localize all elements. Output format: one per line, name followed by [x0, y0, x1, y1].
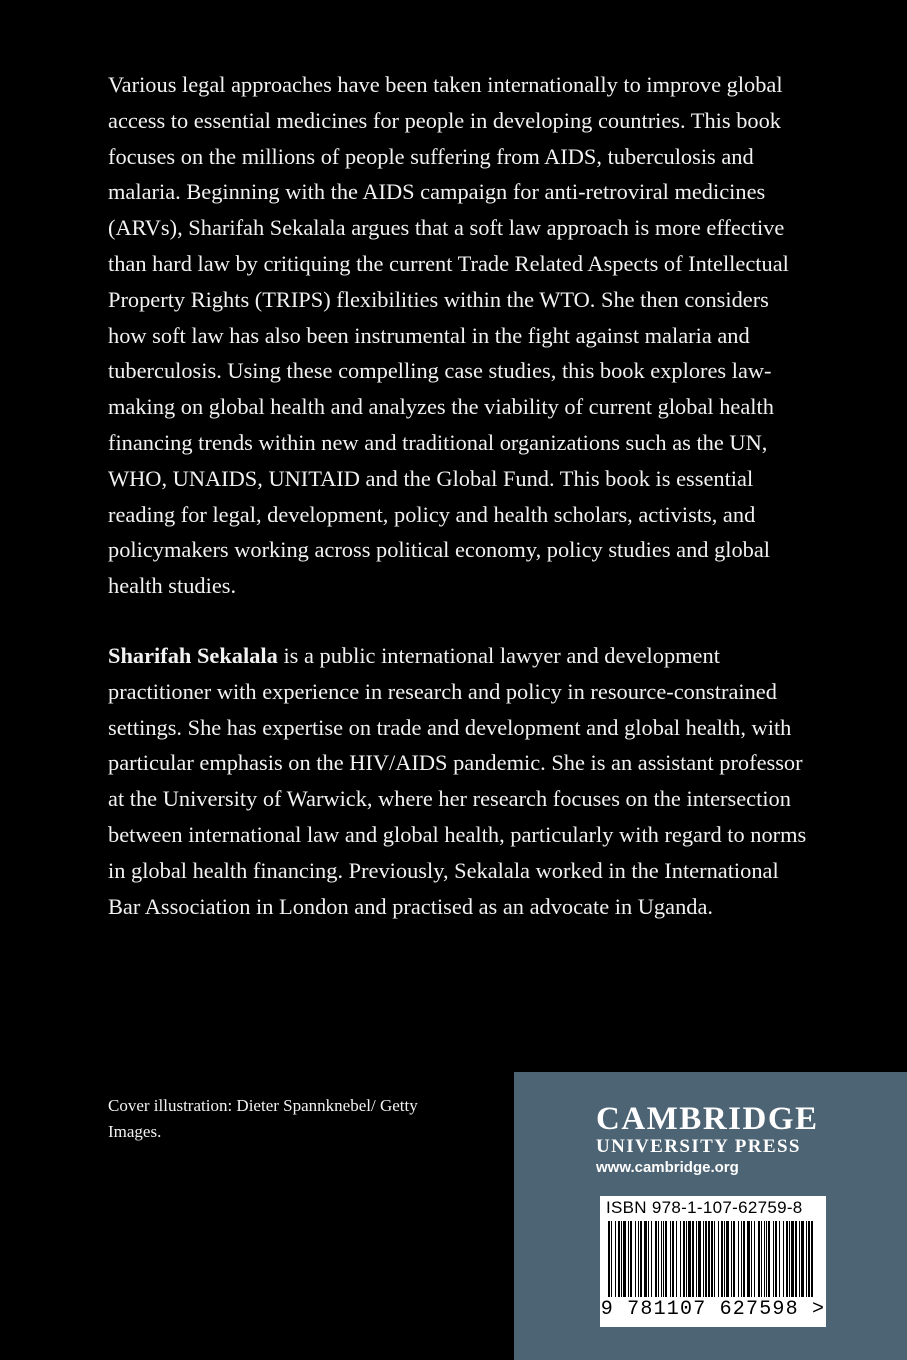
publisher-url: www.cambridge.org [596, 1159, 739, 1176]
barcode-bars-icon [606, 1221, 820, 1301]
cover-credit: Cover illustration: Dieter Spannknebel/ Getty Images. [108, 1096, 418, 1141]
isbn-barcode [600, 1196, 826, 1327]
publisher-logo [596, 1103, 836, 1178]
author-bio [108, 638, 808, 924]
publisher-subname: UNIVERSITY PRESS [596, 1136, 801, 1157]
publisher-name: CAMBRIDGE [596, 1101, 819, 1137]
book-description: Various legal approaches have been taken internationally to improve global access to essential medicines for people in developing countries. This book focuses on the millions of people suffering from AIDS, tuberculosis and malaria. Beginning with the AIDS campaign for anti-retroviral medicines (ARVs), Sharifah Sekalala argues that a soft law approach is more effective than hard law by critiquing the current Trade Related Aspects of Intellectual Property Rights (TRIPS) flexibilities within the WTO. She then considers how soft law has also been instrumental in the fight against malaria and tuberculosis. Using these compelling case studies, this book explores law-making on global health and analyzes the viability of current global health financing trends within new and traditional organizations such as the UN, WHO, UNAIDS, UNITAID and the Global Fund. This book is essential reading for legal, development, policy and health scholars, activists, and policymakers working across political economy, policy studies and global health studies. [108, 72, 789, 599]
publisher-panel [514, 1072, 907, 1360]
author-bio-text: is a public international lawyer and development practitioner with experience in research and policy in resource-constrained settings. She has expertise on trade and development and global health, with particular emphasis on the HIV/AIDS pandemic. She is an assistant professor at the University of Warwick, where her research focuses on the intersection between international law and global health, particularly with regard to norms in global health financing. Previously, Sekalala worked in the International Bar Association in London and practised as an advocate in Uganda. [108, 643, 807, 919]
author-name: Sharifah Sekalala [108, 643, 278, 668]
barcode-digits: 9 781107 627598 > [600, 1298, 826, 1321]
isbn-label: ISBN 978-1-107-62759-8 [606, 1198, 803, 1217]
